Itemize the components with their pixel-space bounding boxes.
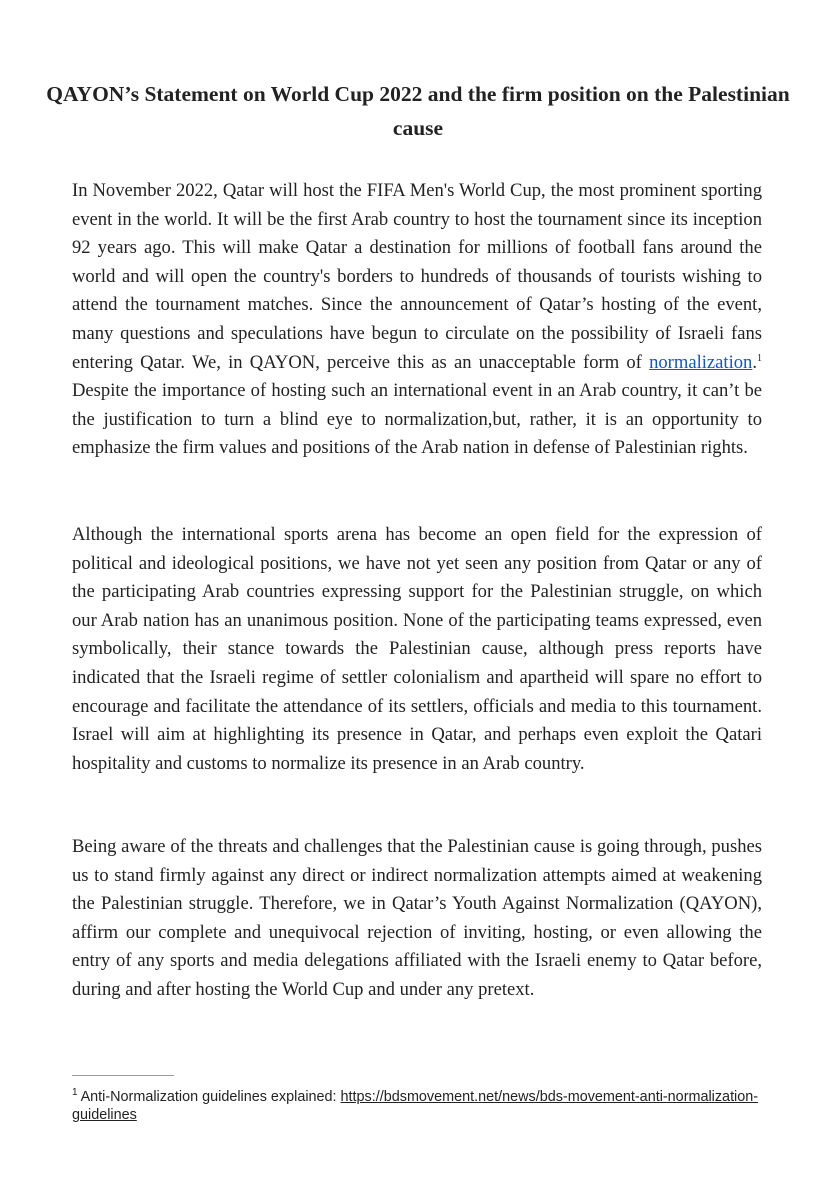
paragraph-2: Although the international sports arena has become an open field for the expression of political and ideological positions, we have not yet seen any position from Qatar or any of the participating Arab countries expressing support for the Palestinian struggle, on which our Arab nation has an unanimous position. None of the participating teams expressed, even symbolically, their stance towards the Palestinian cause, although press reports have indicated that the Israeli regime of settler colonialism and apartheid will spare no effort to encourage and facilitate the attendance of its settlers, officials and media to this tournament. Israel will aim at highlighting its presence in Qatar, and perhaps even exploit the Qatari hospitality and customs to normalize its presence in an Arab country. — [72, 524, 762, 774]
footnote-url-link[interactable]: https://bdsmovement.net/news/bds-movement-anti-normalization-guidelines — [72, 1089, 759, 1123]
footnote-divider — [72, 1075, 174, 1076]
paragraph-1 — [72, 177, 762, 463]
paragraph-1-period: . — [752, 351, 757, 373]
footnote-text: Anti-Normalization guidelines explained: — [80, 1089, 341, 1105]
paragraph-3: Being aware of the threats and challenges that the Palestinian cause is going through, pushes us to stand firmly against any direct or indirect normalization attempts aimed at weakening the Palestinian struggle. Therefore, we in Qatar’s Youth Against Normalization (QAYON), affirm our complete and unequivocal rejection of inviting, hosting, or even allowing the entry of any sports and media delegations affiliated with the Israeli enemy to Qatar before, during and after hosting the World Cup and under any pretext. — [72, 836, 762, 1000]
paragraph-1-text-a: In November 2022, Qatar will host the FIFA Men's World Cup, the most prominent sporting event in the world. It will be the first Arab country to host the tournament since its inception 92 years ago. This will make Qatar a destination for millions of football fans around the world and will open the country's borders to hundreds of thousands of tourists wishing to attend the tournament matches. Since the announcement of Qatar’s hosting of the event, many questions and speculations have begun to circulate on the possibility of Israeli fans entering Qatar. We, in QAYON, perceive this as an unacceptable form of — [72, 180, 762, 373]
document-title: QAYON’s Statement on World Cup 2022 and the firm position on the Palestinian cause — [46, 82, 790, 140]
paragraph-1-text-b: Despite the importance of hosting such an international event in an Arab country, it can’t be the justification to turn a blind eye to normalization,but, rather, it is an opportunity to emphasize the firm values and positions of the Arab nation in defense of Palestinian rights. — [72, 380, 762, 459]
footnote-number: 1 — [72, 1087, 78, 1099]
footnote — [72, 1088, 772, 1124]
normalization-link[interactable]: normalization — [649, 351, 753, 373]
footnote-reference: 1 — [757, 352, 762, 364]
